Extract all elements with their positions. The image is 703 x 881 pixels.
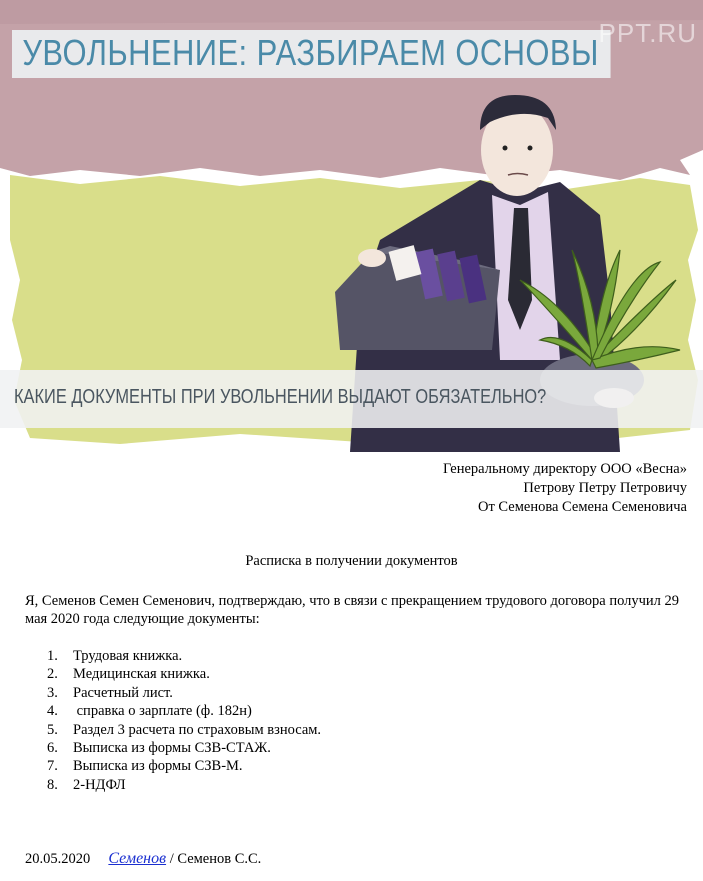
list-item [25,647,321,665]
list-text: Расчетный лист. [73,684,173,701]
subtitle-bar [0,370,703,428]
addressee-block [443,460,687,517]
list-number: 8. [47,776,58,793]
list-number: 2. [47,666,58,683]
list-number: 6. [47,740,58,757]
addressee-line: Петрову Петру Петровичу [523,480,687,496]
handwritten-signature: Семенов [108,850,167,867]
list-text: Раздел 3 расчета по страховым взносам. [73,721,322,738]
list-number: 7. [47,758,58,775]
list-text: Трудовая книжка. [73,648,183,664]
document-list [25,647,321,794]
list-text: Выписка из формы СЗВ-М. [73,758,243,775]
addressee-line: От Семенова Семена Семеновича [477,499,687,515]
signer-name: / Семенов С.С. [169,851,262,867]
signature-line [25,850,261,868]
document-body: Я, Семенов Семен Семенович, подтверждаю, что в связи с прекращением трудового договора получил 29 мая 2020 года следующие документы: [25,593,680,627]
list-item [25,702,321,720]
brand-watermark: PPT.RU [598,18,697,48]
list-text: справка о зарплате (ф. 182н) [73,703,252,720]
list-item [25,776,321,794]
list-number: 4. [47,703,58,720]
list-item [25,721,321,739]
banner-title: УВОЛЬНЕНИЕ: РАЗБИРАЕМ ОСНОВЫ [12,30,611,78]
list-number: 5. [47,721,58,738]
list-text: Выписка из формы СЗВ-СТАЖ. [73,740,271,757]
list-item [25,757,321,775]
list-item [25,665,321,683]
signature-date: 20.05.2020 [25,851,91,867]
list-text: 2-НДФЛ [73,776,126,793]
list-number: 1. [47,648,58,664]
list-item [25,684,321,702]
banner-subtitle: КАКИЕ ДОКУМЕНТЫ ПРИ УВОЛЬНЕНИИ ВЫДАЮТ ОБЯЗАТЕЛЬНО? [14,386,547,408]
list-number: 3. [47,684,58,701]
list-text: Медицинская книжка. [73,666,210,683]
addressee-line: Генеральному директору ООО «Весна» [442,461,687,477]
document-title: Расписка в получении документов [245,553,458,569]
list-item [25,739,321,757]
